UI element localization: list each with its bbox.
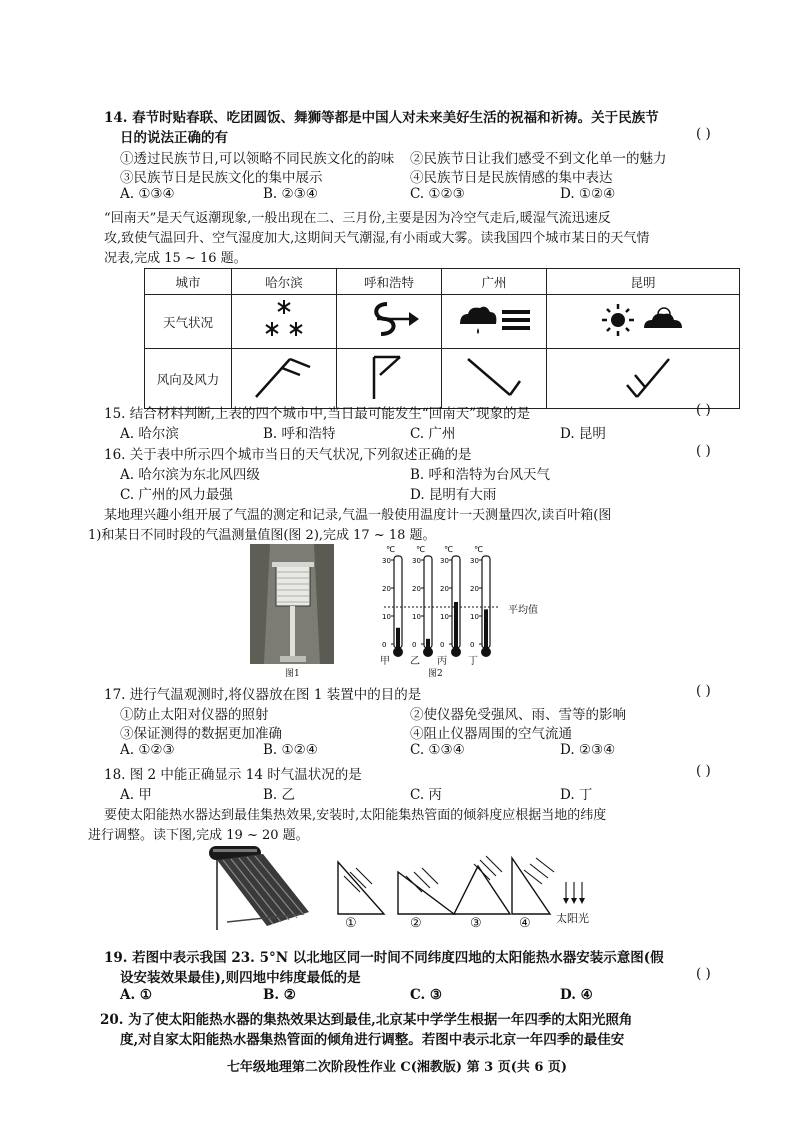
thermometer-bulb xyxy=(423,647,433,657)
q17-statement-1: ①防止太阳对仪器的照射 xyxy=(120,707,269,723)
thermo-label-bing: 丙 xyxy=(437,656,447,667)
sandstorm-icon xyxy=(337,295,442,349)
q16-option-c: C. 广州的风力最强 xyxy=(120,487,233,503)
q14-option-c: C. ①②③ xyxy=(410,186,465,202)
page-footer: 七年级地理第二次阶段性作业 C(湘教版) 第 3 页(共 6 页) xyxy=(226,1060,568,1075)
tick-label: 30 xyxy=(382,557,391,565)
q17-statement-2: ②使仪器免受强风、雨、雪等的影响 xyxy=(410,707,626,723)
q19-stem-line2: 设安装效果最佳),则四地中纬度最低的是 xyxy=(120,970,361,986)
sunlight-label: 太阳光 xyxy=(556,912,589,925)
q17-option-a: A. ①②③ xyxy=(120,742,175,758)
header-weather: 天气状况 xyxy=(145,295,232,349)
sunny-cloudy-icon xyxy=(547,295,740,349)
tick-label: 30 xyxy=(412,557,421,565)
q14-option-d: D. ①②④ xyxy=(560,186,616,202)
q14-option-a: A. ①③④ xyxy=(120,186,175,202)
thermo-label-ding: 丁 xyxy=(468,656,478,667)
tick-label: 0 xyxy=(382,641,387,649)
q19-stem-line1: 19. 若图中表示我国 23. 5°N 以北地区同一时间不同纬度四地的太阳能热水器安装示意图(假 xyxy=(104,950,664,966)
wind-symbol-harbin xyxy=(232,349,337,409)
q14-statement-4: ④民族节日是民族情感的集中表达 xyxy=(410,170,613,186)
q18-answer-paren: ( ) xyxy=(696,763,711,779)
celsius-unit: ℃ xyxy=(386,545,395,554)
q14-statement-2: ②民族节日让我们感受不到文化单一的魅力 xyxy=(410,151,667,167)
louver-box-photo xyxy=(250,544,334,664)
q14-option-b: B. ②③④ xyxy=(263,186,318,202)
thermometer-bulb xyxy=(451,647,461,657)
header-wind: 风向及风力 xyxy=(145,349,232,409)
celsius-unit: ℃ xyxy=(444,545,453,554)
rain-fog-icon xyxy=(442,295,547,349)
tick-label: 30 xyxy=(470,557,479,565)
diagram-label-2: ② xyxy=(410,916,422,931)
thermo-label-jia: 甲 xyxy=(380,656,390,667)
q16-option-a: A. 哈尔滨为东北风四级 xyxy=(120,467,260,483)
q14-stem-line2: 日的说法正确的有 xyxy=(120,130,228,146)
intro-19-line1: 要使太阳能热水器达到最佳集热效果,安装时,太阳能集热管面的倾斜度应根据当地的纬度 xyxy=(104,808,607,823)
q17-answer-paren: ( ) xyxy=(696,683,711,699)
tick-label: 20 xyxy=(440,585,449,593)
thermometer-mercury xyxy=(484,609,488,648)
q18-stem: 18. 图 2 中能正确显示 14 时气温状况的是 xyxy=(104,767,362,783)
city-kunming: 昆明 xyxy=(547,269,740,295)
tick-label: 10 xyxy=(412,613,421,621)
q19-option-d: D. ④ xyxy=(560,987,593,1003)
q17-statement-4: ④阻止仪器周围的空气流通 xyxy=(410,726,572,742)
thermometer-mercury xyxy=(396,628,400,648)
q14-stem-line1: 14. 春节时贴春联、吃团圆饭、舞狮等都是中国人对未来美好生活的祝福和祈祷。关于民族节 xyxy=(104,110,659,126)
intro-15-line3: 况表,完成 15 ~ 16 题。 xyxy=(104,251,247,266)
q18-option-d: D. 丁 xyxy=(560,787,593,803)
intro-15-line2: 攻,致使气温回升、空气湿度加大,这期间天气潮湿,有小雨或大雾。读我国四个城市某日的天气情 xyxy=(104,231,650,246)
q17-option-b: B. ①②④ xyxy=(263,742,318,758)
thermometer-bulb xyxy=(393,647,403,657)
average-value-label: 平均值 xyxy=(508,605,538,616)
city-hohhot: 呼和浩特 xyxy=(337,269,442,295)
wind-symbol-kunming xyxy=(547,349,740,409)
city-guangzhou: 广州 xyxy=(442,269,547,295)
intro-19-line2: 进行调整。读下图,完成 19 ~ 20 题。 xyxy=(88,828,309,843)
intro-17-line2: 1)和某日不同时段的气温测量值图(图 2),完成 17 ~ 18 题。 xyxy=(88,528,436,543)
celsius-unit: ℃ xyxy=(474,545,483,554)
q14-statement-1: ①透过民族节日,可以领略不同民族文化的韵味 xyxy=(120,151,395,167)
q14-answer-paren: ( ) xyxy=(696,126,711,142)
snow-icon xyxy=(232,295,337,349)
q15-answer-paren: ( ) xyxy=(696,402,711,418)
q20-stem-line1: 20. 为了使太阳能热水器的集热效果达到最佳,北京某中学学生根据一年四季的太阳光照角 xyxy=(100,1012,633,1028)
q16-stem: 16. 关于表中所示四个城市当日的天气状况,下列叙述正确的是 xyxy=(104,447,472,463)
q18-option-b: B. 乙 xyxy=(263,787,296,803)
q15-stem: 15. 结合材料判断,上表的四个城市中,当日最可能发生“回南天”现象的是 xyxy=(104,406,531,422)
q20-stem-line2: 度,对自家太阳能热水器集热管面的倾角进行调整。若图中表示北京一年四季的最佳安 xyxy=(120,1032,625,1048)
tick-label: 10 xyxy=(440,613,449,621)
q15-option-a: A. 哈尔滨 xyxy=(120,426,179,442)
q15-option-c: C. 广州 xyxy=(410,426,456,442)
q16-option-b: B. 呼和浩特为台风天气 xyxy=(410,467,551,483)
q15-option-d: D. 昆明 xyxy=(560,426,606,442)
q15-option-b: B. 呼和浩特 xyxy=(263,426,336,442)
celsius-unit: ℃ xyxy=(416,545,425,554)
thermometer-chart xyxy=(370,544,520,666)
intro-17-line1: 某地理兴趣小组开展了气温的测定和记录,气温一般使用温度计一天测量四次,读百叶箱(图 xyxy=(104,508,612,523)
diagram-label-1: ① xyxy=(345,916,357,931)
tick-label: 20 xyxy=(382,585,391,593)
q17-option-c: C. ①③④ xyxy=(410,742,465,758)
q19-option-c: C. ③ xyxy=(410,987,443,1003)
q19-answer-paren: ( ) xyxy=(696,966,711,982)
q18-option-a: A. 甲 xyxy=(120,787,152,803)
tick-label: 0 xyxy=(470,641,475,649)
tick-label: 10 xyxy=(382,613,391,621)
q17-statement-3: ③保证测得的数据更加准确 xyxy=(120,726,282,742)
figure-2-caption: 图2 xyxy=(428,669,443,679)
thermo-label-yi: 乙 xyxy=(410,656,420,667)
diagram-label-3: ③ xyxy=(470,916,482,931)
q17-option-d: D. ②③④ xyxy=(560,742,616,758)
q19-option-a: A. ① xyxy=(120,987,152,1003)
q16-option-d: D. 昆明有大雨 xyxy=(410,487,497,503)
thermometer-bulb xyxy=(481,647,491,657)
header-city: 城市 xyxy=(145,269,232,295)
thermometer-mercury xyxy=(454,602,458,648)
tick-label: 0 xyxy=(412,641,417,649)
q14-statement-3: ③民族节日是民族文化的集中展示 xyxy=(120,170,323,186)
tick-label: 0 xyxy=(440,641,445,649)
figure-1-caption: 图1 xyxy=(285,669,300,679)
wind-symbol-guangzhou xyxy=(442,349,547,409)
q18-option-c: C. 丙 xyxy=(410,787,442,803)
q16-answer-paren: ( ) xyxy=(696,443,711,459)
thermometer-mercury xyxy=(426,639,430,648)
solar-water-heater-image xyxy=(203,842,313,934)
tick-label: 20 xyxy=(412,585,421,593)
thermometer-tube xyxy=(424,556,432,648)
tick-label: 20 xyxy=(470,585,479,593)
diagram-label-4: ④ xyxy=(519,916,531,931)
city-harbin: 哈尔滨 xyxy=(232,269,337,295)
tick-label: 30 xyxy=(440,557,449,565)
q17-stem: 17. 进行气温观测时,将仪器放在图 1 装置中的目的是 xyxy=(104,687,422,703)
intro-15-line1: “回南天”是天气返潮现象,一般出现在二、三月份,主要是因为冷空气走后,暖湿气流迅速反 xyxy=(104,211,611,226)
weather-table xyxy=(144,268,740,409)
wind-symbol-hohhot xyxy=(337,349,442,409)
q19-option-b: B. ② xyxy=(263,987,296,1003)
tick-label: 10 xyxy=(470,613,479,621)
